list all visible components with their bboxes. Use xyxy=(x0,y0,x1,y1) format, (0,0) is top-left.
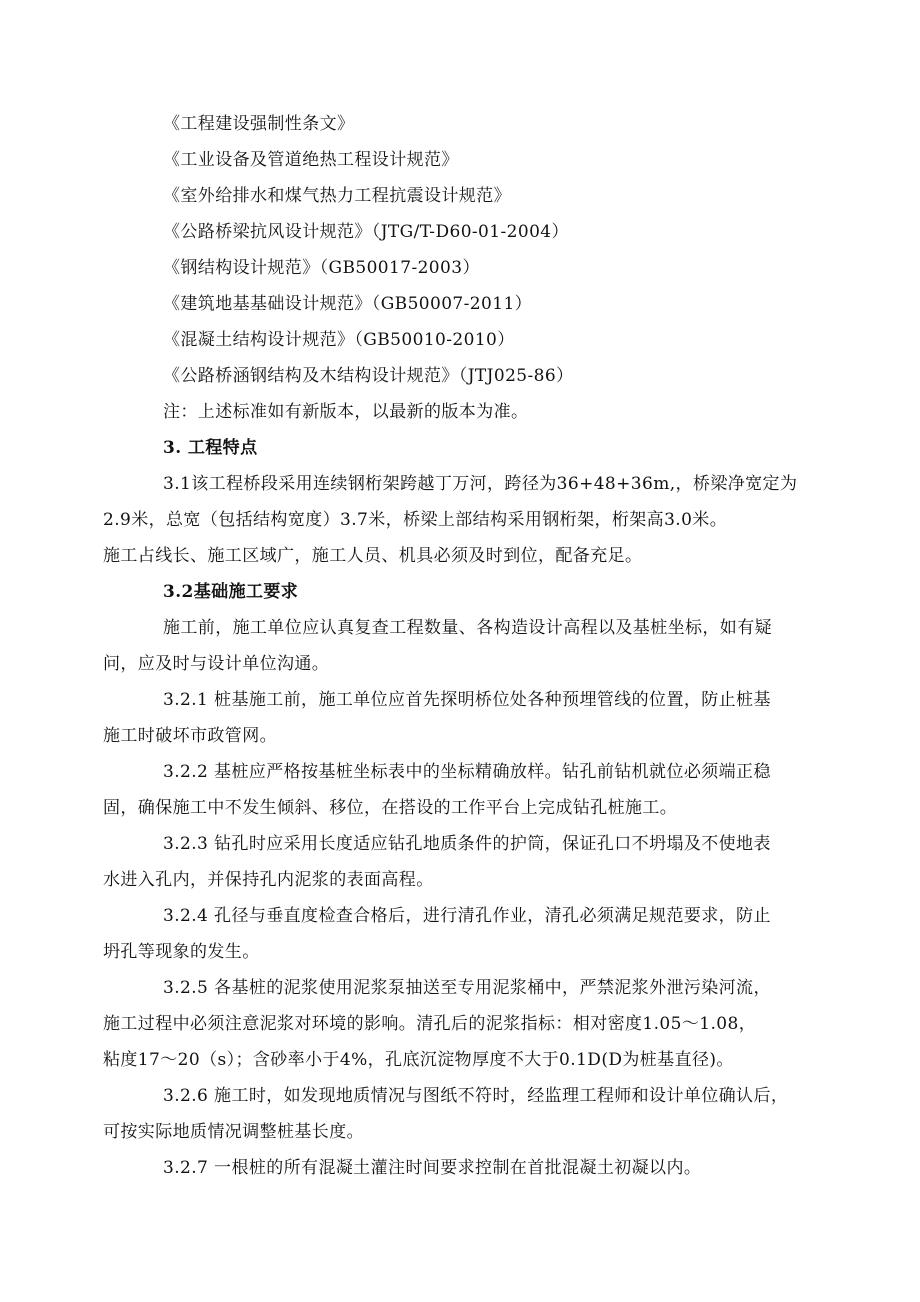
paragraph-line: 3.1该工程桥段采用连续钢桁架跨越丁万河，跨径为36+48+36m,，桥梁净宽定为 xyxy=(163,474,798,494)
reference-item: 《建筑地基基础设计规范》（GB50007-2011） xyxy=(163,294,533,314)
paragraph-line: 3.2.1 桩基施工前，施工单位应首先探明桥位处各种预埋管线的位置，防止桩基 xyxy=(163,690,771,710)
paragraph-line: 施工时破坏市政管网。 xyxy=(103,726,277,746)
reference-item: 《公路桥梁抗风设计规范》（JTG/T-D60-01-2004） xyxy=(163,222,569,242)
note-text: 注：上述标准如有新版本，以最新的版本为准。 xyxy=(163,402,529,422)
paragraph-line: 3.2.2 基桩应严格按基桩坐标表中的坐标精确放样。钻孔前钻机就位必须端正稳 xyxy=(163,762,771,782)
paragraph-line: 固，确保施工中不发生倾斜、移位，在搭设的工作平台上完成钻孔桩施工。 xyxy=(103,798,678,818)
reference-item: 《钢结构设计规范》（GB50017-2003） xyxy=(163,258,480,278)
paragraph-line: 可按实际地质情况调整桩基长度。 xyxy=(103,1122,364,1142)
paragraph-line: 3.2.6 施工时，如发现地质情况与图纸不符时，经监理工程师和设计单位确认后， xyxy=(163,1086,789,1106)
paragraph-line: 粘度17～20（s）；含砂率小于4%，孔底沉淀物厚度不大于0.1D(D为桩基直径)。 xyxy=(103,1050,734,1070)
paragraph-line: 水进入孔内，并保持孔内泥浆的表面高程。 xyxy=(103,870,434,890)
reference-item: 《工程建设强制性条文》 xyxy=(163,114,355,134)
paragraph-line: 3.2.7 一根桩的所有混凝土灌注时间要求控制在首批混凝土初凝以内。 xyxy=(163,1158,702,1178)
paragraph-line: 施工占线长、施工区域广，施工人员、机具必须及时到位，配备充足。 xyxy=(103,546,643,566)
reference-item: 《室外给排水和煤气热力工程抗震设计规范》 xyxy=(163,186,511,206)
paragraph-line: 2.9米，总宽（包括结构宽度）3.7米，桥梁上部结构采用钢桁架，桁架高3.0米。 xyxy=(103,510,728,530)
section-heading: 3. 工程特点 xyxy=(163,438,258,458)
paragraph-line: 3.2.5 各基桩的泥浆使用泥浆泵抽送至专用泥浆桶中，严禁泥浆外泄污染河流， xyxy=(163,978,771,998)
paragraph-line: 坍孔等现象的发生。 xyxy=(103,942,260,962)
paragraph-line: 施工前，施工单位应认真复查工程数量、各构造设计高程以及基桩坐标，如有疑 xyxy=(163,618,772,638)
paragraph-line: 问，应及时与设计单位沟通。 xyxy=(103,654,330,674)
paragraph-line: 3.2.3 钻孔时应采用长度适应钻孔地质条件的护筒，保证孔口不坍塌及不使地表 xyxy=(163,834,771,854)
subsection-heading: 3.2基础施工要求 xyxy=(163,582,299,602)
reference-item: 《工业设备及管道绝热工程设计规范》 xyxy=(163,150,459,170)
paragraph-line: 施工过程中必须注意泥浆对环境的影响。清孔后的泥浆指标：相对密度1.05～1.08， xyxy=(103,1014,757,1034)
reference-item: 《混凝土结构设计规范》（GB50010-2010） xyxy=(163,330,515,350)
paragraph-line: 3.2.4 孔径与垂直度检查合格后，进行清孔作业，清孔必须满足规范要求，防止 xyxy=(163,906,771,926)
reference-item: 《公路桥涵钢结构及木结构设计规范》（JTJ025-86） xyxy=(163,366,574,386)
